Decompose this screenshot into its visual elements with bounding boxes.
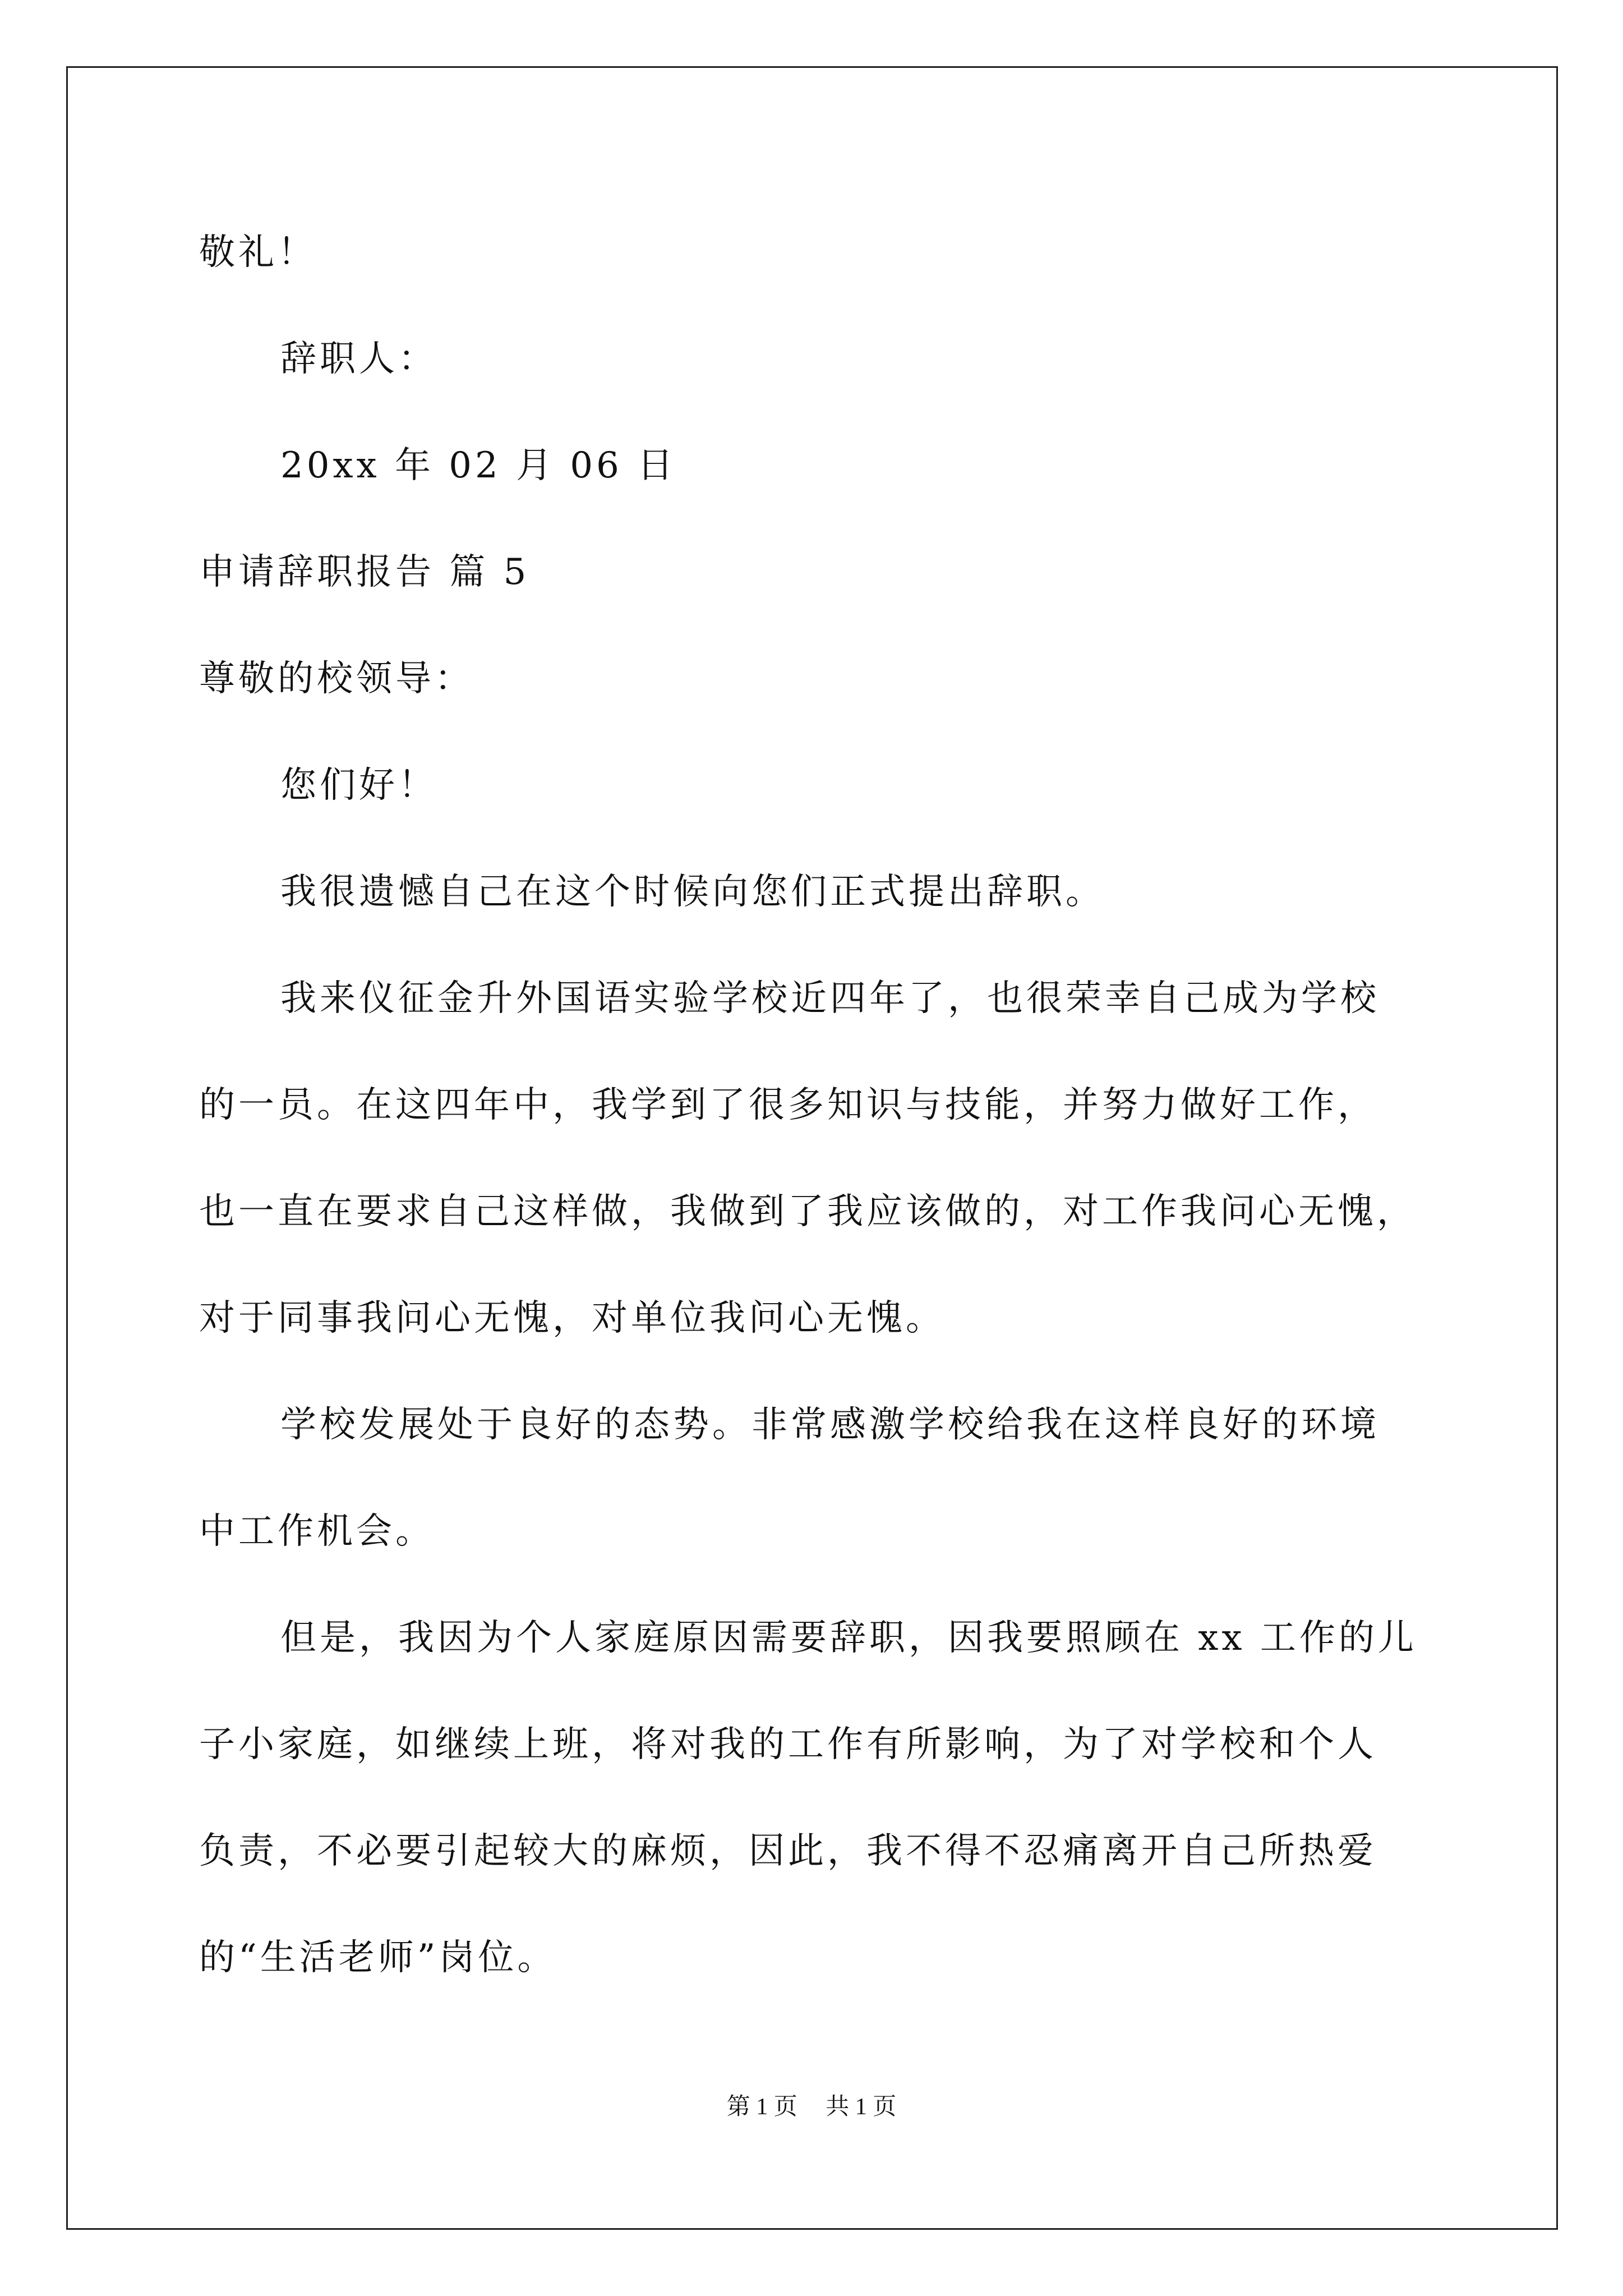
paragraph-line: 的一员。在这四年中，我学到了很多知识与技能，并努力做好工作，	[199, 1084, 1377, 1126]
paragraph-line: 学校发展处于良好的态势。非常感激学校给我在这样良好的环境	[280, 1404, 1380, 1446]
paragraph-line: 我很遗憾自己在这个时候向您们正式提出辞职。	[280, 871, 1105, 913]
greeting: 您们好！	[280, 765, 437, 806]
page-border	[66, 66, 1558, 2230]
paragraph-line: 负责，不必要引起较大的麻烦，因此，我不得不忍痛离开自己所热爱	[199, 1830, 1377, 1872]
paragraph-line: 子小家庭，如继续上班，将对我的工作有所影响，为了对学校和个人	[199, 1724, 1377, 1765]
closing-salutation: 敬礼！	[199, 232, 317, 273]
page-number-total: 共 1 页	[826, 2094, 897, 2120]
paragraph-line: 中工作机会。	[199, 1511, 435, 1552]
paragraph-line: 的“生活老师”岗位。	[199, 1937, 557, 1978]
section-heading: 申请辞职报告 篇 5	[199, 551, 530, 593]
paragraph-line: 我来仪征金升外国语实验学校近四年了，也很荣幸自己成为学校	[280, 978, 1380, 1019]
paragraph-line: 但是，我因为个人家庭原因需要辞职，因我要照顾在 xx 工作的儿	[280, 1617, 1417, 1659]
page-number-current: 第 1 页	[726, 2094, 797, 2120]
signature-date: 20xx 年 02 月 06 日	[280, 445, 677, 486]
signature-label: 辞职人：	[280, 338, 437, 380]
page-footer	[0, 2095, 1623, 2119]
paragraph-line: 对于同事我问心无愧，对单位我问心无愧。	[199, 1297, 945, 1339]
letter-salutation: 尊敬的校领导：	[199, 658, 474, 700]
paragraph-line: 也一直在要求自己这样做，我做到了我应该做的，对工作我问心无愧，	[199, 1191, 1416, 1232]
